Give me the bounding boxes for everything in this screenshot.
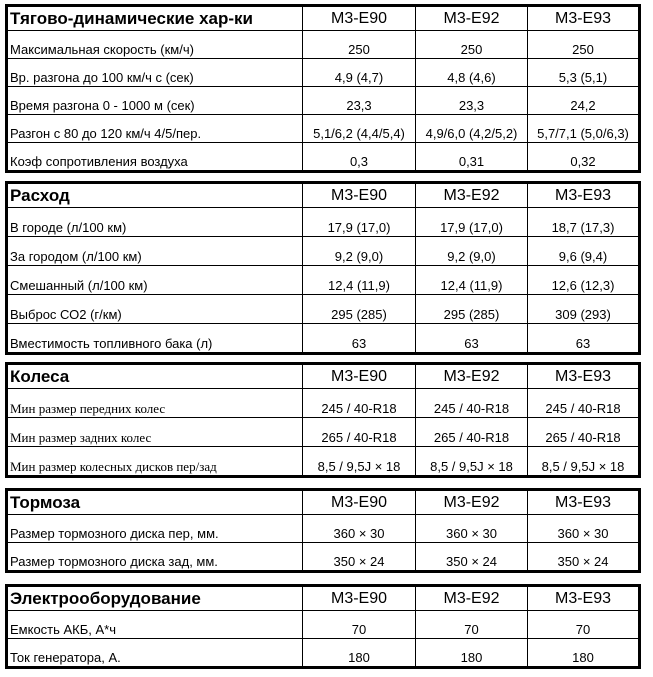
table-row: [7, 208, 640, 237]
table-row: [7, 295, 640, 324]
table-row: [7, 639, 640, 668]
table-row: [7, 115, 640, 143]
row-label: Емкость АКБ, А*ч: [7, 611, 303, 639]
row-value: 265 / 40-R18: [528, 418, 640, 447]
row-value: 23,3: [416, 87, 528, 115]
model-header: M3-E92: [416, 490, 528, 515]
row-value: 250: [528, 31, 640, 59]
row-value: 63: [416, 324, 528, 354]
model-header: M3-E93: [528, 364, 640, 389]
row-value: 350 × 24: [528, 543, 640, 572]
row-value: 12,4 (11,9): [416, 266, 528, 295]
section-header: [7, 364, 640, 389]
table-row: [7, 31, 640, 59]
section-header: [7, 183, 640, 208]
table-row: [7, 447, 640, 477]
row-label: Размер тормозного диска зад, мм.: [7, 543, 303, 572]
section-header: [7, 586, 640, 611]
model-header: M3-E93: [528, 586, 640, 611]
row-label: Смешанный (л/100 км): [7, 266, 303, 295]
model-header: M3-E90: [303, 586, 416, 611]
model-header: M3-E92: [416, 586, 528, 611]
table-row: [7, 266, 640, 295]
row-value: 180: [416, 639, 528, 668]
row-value: 63: [528, 324, 640, 354]
row-value: 250: [416, 31, 528, 59]
row-label: В городе (л/100 км): [7, 208, 303, 237]
row-value: 23,3: [303, 87, 416, 115]
table-electrical: [5, 584, 641, 669]
table-dynamics: [5, 4, 641, 173]
model-header: M3-E93: [528, 183, 640, 208]
model-header: M3-E90: [303, 490, 416, 515]
row-value: 5,7/7,1 (5,0/6,3): [528, 115, 640, 143]
row-value: 245 / 40-R18: [528, 389, 640, 418]
row-value: 5,3 (5,1): [528, 59, 640, 87]
row-value: 245 / 40-R18: [416, 389, 528, 418]
row-value: 5,1/6,2 (4,4/5,4): [303, 115, 416, 143]
section-title: Тормоза: [7, 490, 303, 515]
row-value: 0,31: [416, 143, 528, 172]
model-header: M3-E92: [416, 6, 528, 31]
table-row: [7, 143, 640, 172]
row-value: 350 × 24: [416, 543, 528, 572]
row-value: 0,32: [528, 143, 640, 172]
row-value: 4,9/6,0 (4,2/5,2): [416, 115, 528, 143]
row-value: 9,6 (9,4): [528, 237, 640, 266]
row-value: 9,2 (9,0): [416, 237, 528, 266]
row-value: 180: [303, 639, 416, 668]
row-value: 4,8 (4,6): [416, 59, 528, 87]
row-value: 180: [528, 639, 640, 668]
row-value: 24,2: [528, 87, 640, 115]
table-row: [7, 418, 640, 447]
row-label: Мин размер передних колес: [7, 389, 303, 418]
row-value: 17,9 (17,0): [416, 208, 528, 237]
model-header: M3-E93: [528, 6, 640, 31]
row-label: Размер тормозного диска пер, мм.: [7, 515, 303, 543]
section-title: Электрооборудование: [7, 586, 303, 611]
row-label: Мин размер колесных дисков пер/зад: [7, 447, 303, 477]
table-row: [7, 515, 640, 543]
row-value: 70: [416, 611, 528, 639]
row-value: 0,3: [303, 143, 416, 172]
row-value: 18,7 (17,3): [528, 208, 640, 237]
section-title: Расход: [7, 183, 303, 208]
table-row: [7, 611, 640, 639]
row-label: За городом (л/100 км): [7, 237, 303, 266]
row-value: 8,5 / 9,5J × 18: [303, 447, 416, 477]
row-value: 63: [303, 324, 416, 354]
row-value: 12,6 (12,3): [528, 266, 640, 295]
section-title: Тягово-динамические хар-ки: [7, 6, 303, 31]
model-header: M3-E90: [303, 183, 416, 208]
row-value: 12,4 (11,9): [303, 266, 416, 295]
row-value: 295 (285): [303, 295, 416, 324]
row-value: 70: [303, 611, 416, 639]
row-value: 309 (293): [528, 295, 640, 324]
row-value: 350 × 24: [303, 543, 416, 572]
row-label: Разгон с 80 до 120 км/ч 4/5/пер.: [7, 115, 303, 143]
model-header: M3-E92: [416, 364, 528, 389]
row-value: 265 / 40-R18: [416, 418, 528, 447]
table-row: [7, 543, 640, 572]
model-header: M3-E92: [416, 183, 528, 208]
table-row: [7, 237, 640, 266]
row-value: 4,9 (4,7): [303, 59, 416, 87]
row-value: 70: [528, 611, 640, 639]
table-row: [7, 59, 640, 87]
row-label: Коэф сопротивления воздуха: [7, 143, 303, 172]
row-label: Выброс СО2 (г/км): [7, 295, 303, 324]
row-label: Вместимость топливного бака (л): [7, 324, 303, 354]
section-title: Колеса: [7, 364, 303, 389]
row-value: 295 (285): [416, 295, 528, 324]
row-label: Вр. разгона до 100 км/ч с (сек): [7, 59, 303, 87]
row-value: 8,5 / 9,5J × 18: [528, 447, 640, 477]
row-value: 360 × 30: [528, 515, 640, 543]
row-value: 360 × 30: [303, 515, 416, 543]
model-header: M3-E90: [303, 364, 416, 389]
row-value: 250: [303, 31, 416, 59]
row-value: 245 / 40-R18: [303, 389, 416, 418]
section-header: [7, 490, 640, 515]
model-header: M3-E90: [303, 6, 416, 31]
table-row: [7, 87, 640, 115]
row-value: 9,2 (9,0): [303, 237, 416, 266]
table-consumption: [5, 181, 641, 355]
table-brakes: [5, 488, 641, 573]
row-label: Время разгона 0 - 1000 м (сек): [7, 87, 303, 115]
row-label: Максимальная скорость (км/ч): [7, 31, 303, 59]
row-value: 17,9 (17,0): [303, 208, 416, 237]
row-value: 265 / 40-R18: [303, 418, 416, 447]
row-value: 360 × 30: [416, 515, 528, 543]
model-header: M3-E93: [528, 490, 640, 515]
table-row: [7, 324, 640, 354]
section-header: [7, 6, 640, 31]
row-label: Мин размер задних колес: [7, 418, 303, 447]
row-label: Ток генератора, А.: [7, 639, 303, 668]
row-value: 8,5 / 9,5J × 18: [416, 447, 528, 477]
table-row: [7, 389, 640, 418]
table-wheels: [5, 362, 641, 478]
